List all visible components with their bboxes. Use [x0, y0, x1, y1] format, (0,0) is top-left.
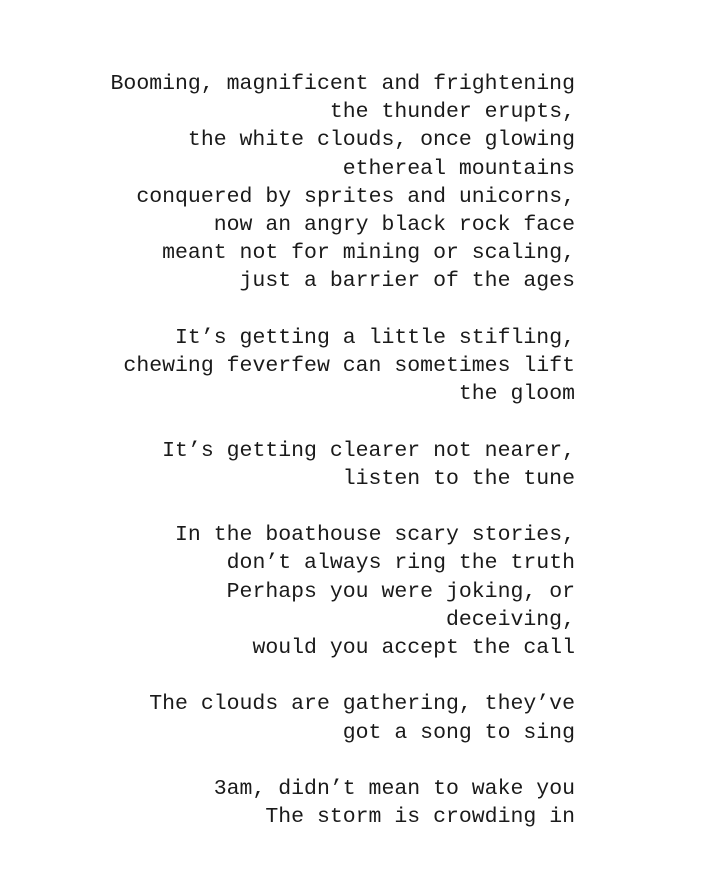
poem-line: the gloom	[458, 382, 575, 407]
poem-line: The clouds are gathering, they’ve	[149, 692, 575, 717]
poem-line: conquered by sprites and unicorns,	[136, 184, 575, 209]
poem-line: meant not for mining or scaling,	[162, 241, 575, 266]
poem-line: don’t always ring the truth	[226, 551, 575, 576]
stanza-1	[60, 70, 575, 296]
poem-text	[60, 70, 575, 831]
poem-line: Perhaps you were joking, or	[226, 579, 575, 604]
poem-line: the thunder erupts,	[329, 100, 575, 125]
poem-line: would you accept the call	[252, 636, 575, 661]
stanza-3	[60, 437, 575, 493]
poem-line: listen to the tune	[342, 466, 575, 491]
poem-line: Booming, magnificent and frightening	[110, 72, 575, 96]
poem-line: just a barrier of the ages	[239, 269, 575, 294]
poem-line: It’s getting a little stifling,	[175, 325, 575, 350]
stanza-5	[60, 690, 575, 746]
poem-line: In the boathouse scary stories,	[175, 523, 575, 548]
poem-line: 3am, didn’t mean to wake you	[213, 777, 575, 801]
poem-line: ethereal mountains	[342, 156, 575, 181]
poem-line: chewing feverfew can sometimes lift	[123, 354, 575, 379]
stanza-4	[60, 521, 575, 662]
stanza-6	[60, 775, 575, 831]
poem-line: got a song to sing	[342, 720, 575, 745]
poem-line: It’s getting clearer not nearer,	[162, 438, 575, 463]
poem-line: now an angry black rock face	[213, 213, 575, 238]
poem-line: the white clouds, once glowing	[187, 128, 575, 153]
poem-line: The storm is crowding in	[265, 805, 575, 830]
poem-line: deceiving,	[445, 607, 575, 632]
stanza-2	[60, 324, 575, 409]
